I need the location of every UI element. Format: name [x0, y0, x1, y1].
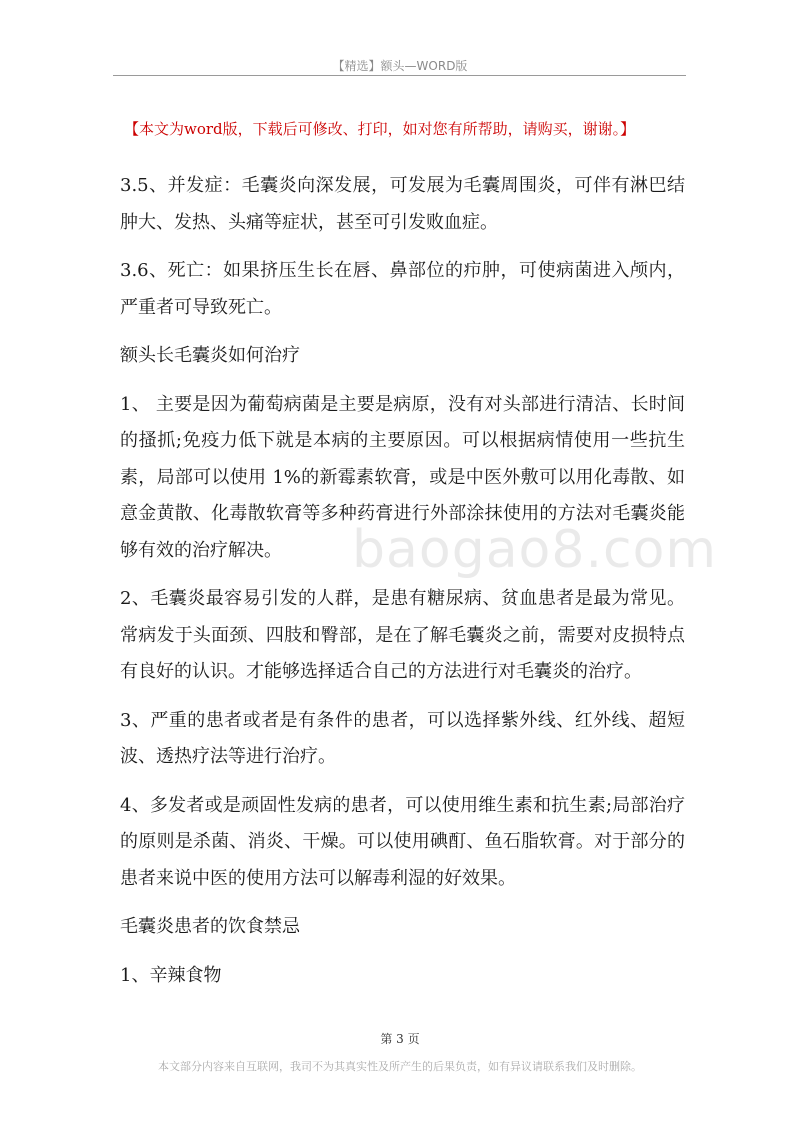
header-divider	[113, 75, 686, 76]
paragraph-treatment-2: 2、毛囊炎最容易引发的人群，是患有糖尿病、贫血患者是最为常见。常病发于头面颈、四肢和臀部，是在了解毛囊炎之前，需要对皮损特点有良好的认识。才能够选择适合自己的方法进行对毛囊炎的治疗。	[120, 588, 685, 682]
paragraph-death: 3.6、死亡：如果挤压生长在唇、鼻部位的疖肿，可使病菌进入颅内，严重者可导致死亡。	[120, 260, 685, 318]
section-heading-diet: 毛囊炎患者的饮食禁忌	[120, 916, 300, 937]
page-header: 【精选】额头—WORD版	[332, 59, 468, 73]
footer-disclaimer: 本文部分内容来自互联网，我司不为其真实性及所产生的后果负责，如有异议请联系我们及时删除。	[158, 1060, 642, 1073]
section-heading-treatment: 额头长毛囊炎如何治疗	[120, 345, 300, 366]
page-number: 第 3 页	[380, 1032, 420, 1046]
paragraph-complications: 3.5、并发症：毛囊炎向深发展，可发展为毛囊周围炎，可伴有淋巴结肿大、发热、头痛等症状，甚至可引发败血症。	[120, 175, 685, 233]
watermark: baogao8.com	[352, 520, 718, 580]
paragraph-treatment-3: 3、严重的患者或者是有条件的患者，可以选择紫外线、红外线、超短波、透热疗法等进行治疗。	[120, 709, 685, 767]
paragraph-treatment-4: 4、多发者或是顽固性发病的患者，可以使用维生素和抗生素;局部治疗的原则是杀菌、消炎、干燥。可以使用碘酊、鱼石脂软膏。对于部分的患者来说中医的使用方法可以解毒利湿的好效果。	[120, 794, 685, 889]
document-body	[120, 168, 685, 1006]
paragraph-treatment-1: 1、 主要是因为葡萄病菌是主要是病原，没有对头部进行清洁、长时间的搔抓;免疫力低下就是本病的主要原因。可以根据病情使用一些抗生素，局部可以使用 1%的新霉素软膏，或是中医外敷可以用化毒散、如意金黄散、化毒散软膏等多种药膏进行外部涂抹使用的方法对毛囊炎能够有效的治疗解决。	[120, 393, 685, 561]
purchase-notice: 【本文为word版，下载后可修改、打印，如对您有所帮助，请购买，谢谢。】	[124, 120, 636, 138]
paragraph-diet-1: 1、辛辣食物	[120, 964, 222, 986]
